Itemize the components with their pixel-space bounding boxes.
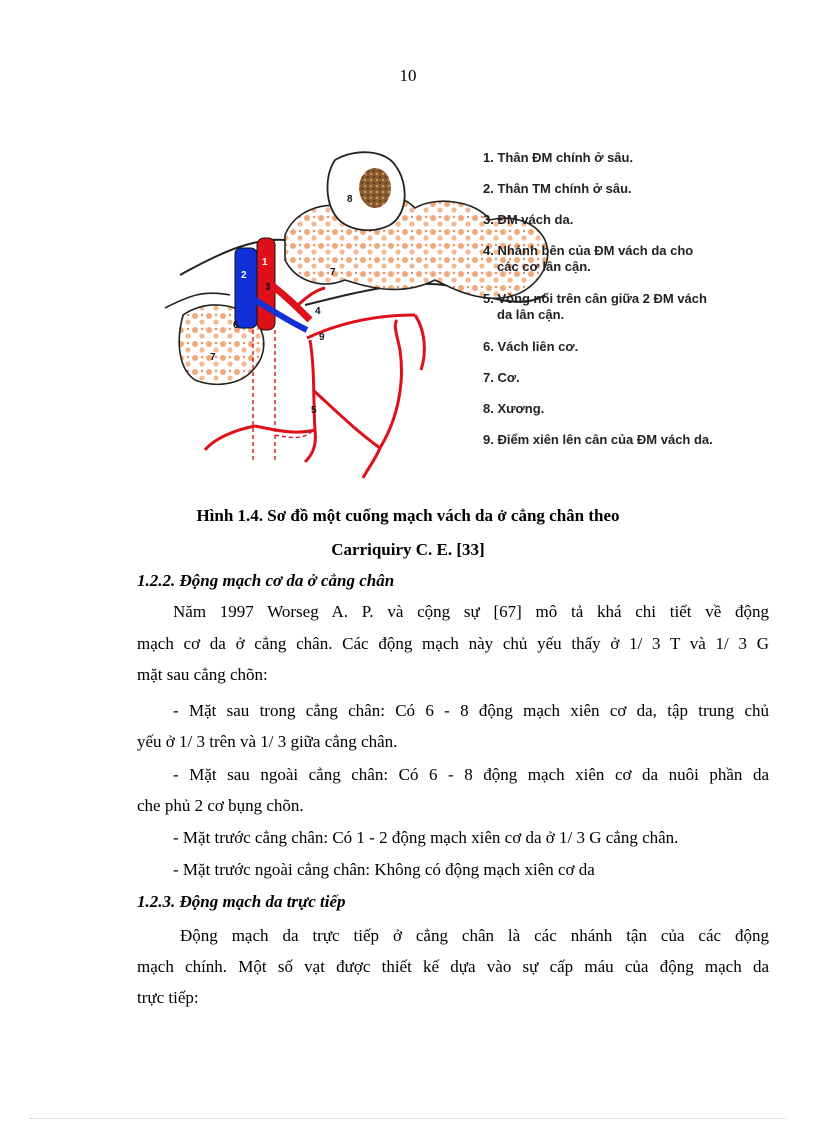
bullet-line: - Mặt sau ngoài cẳng chân: Có 6 - 8 động mạch xiên cơ da nuôi phần da (173, 765, 769, 784)
label-6: 6 (233, 320, 239, 331)
bullet-line: yếu ở 1/ 3 trên và 1/ 3 giữa cẳng chân. (137, 732, 398, 751)
legend-item (483, 370, 763, 386)
legend-text-continued: các cơ lân cận. (497, 259, 591, 274)
muscle-branch (295, 288, 325, 308)
bullet-line: - Mặt sau trong cẳng chân: Có 6 - 8 động mạch xiên cơ da, tập trung chủ (173, 701, 769, 720)
legend-text: 1. Thân ĐM chính ở sâu. (483, 150, 634, 165)
legend-text-continued: da lân cận. (497, 307, 565, 322)
paragraph-line: trực tiếp: (137, 988, 199, 1007)
label-3: 3 (265, 282, 271, 293)
legend-text: 2. Thân TM chính ở sâu. (483, 181, 632, 196)
legend-item (483, 432, 763, 448)
bone-marrow (359, 168, 391, 208)
bullet-line: - Mặt trước ngoài cẳng chân: Không có động mạch xiên cơ da (173, 860, 595, 879)
label-4: 4 (315, 306, 321, 317)
paragraph-line: Năm 1997 Worseg A. P. và cộng sự [67] mô tả khá chi tiết về động (173, 602, 769, 621)
legend-text: 9. Điểm xiên lên cân của ĐM vách da. (483, 432, 713, 447)
label-7-upper: 7 (330, 267, 336, 278)
legend-item (483, 212, 763, 228)
label-9: 9 (319, 332, 325, 343)
legend-item (483, 401, 763, 417)
legend-item (483, 291, 763, 323)
paragraph-line: Động mạch da trực tiếp ở cẳng chân là các nhánh tận của các động (180, 926, 769, 945)
legend-text: 6. Vách liên cơ. (483, 339, 579, 354)
bullet-line: - Mặt trước cẳng chân: Có 1 - 2 động mạch xiên cơ da ở 1/ 3 G cẳng chân. (173, 828, 679, 847)
legend-text: 4. Nhánh bên của ĐM vách da cho (483, 243, 694, 258)
paragraph-line: mặt sau cẳng chõn: (137, 665, 268, 684)
figure-caption-line2: Carriquiry C. E. [33] (331, 540, 485, 559)
page-number: 10 (399, 66, 417, 85)
section-heading-123: 1.2.3. Động mạch da trực tiếp (137, 892, 346, 911)
deep-vein-trunk (235, 248, 257, 328)
legend-item (483, 243, 763, 275)
footer-divider (30, 1118, 786, 1120)
label-2: 2 (241, 270, 247, 281)
label-8: 8 (347, 194, 353, 205)
legend-text: 3. ĐM vách da. (483, 212, 574, 227)
legend-item (483, 339, 763, 355)
section-heading-122: 1.2.2. Động mạch cơ da ở cẳng chân (137, 571, 395, 590)
legend-text: 5. Vòng nối trên cân giữa 2 ĐM vách (483, 291, 707, 306)
paragraph-line: mạch cơ da ở cẳng chân. Các động mạch này chủ yếu thấy ở 1/ 3 T và 1/ 3 G (137, 634, 769, 653)
legend-text: 8. Xương. (483, 401, 545, 416)
legend-item (483, 150, 763, 166)
legend-item (483, 181, 763, 197)
legend-text: 7. Cơ. (483, 370, 520, 385)
figure-caption-line1: Hình 1.4. Sơ đồ một cuống mạch vách da ở cẳng chân theo (196, 506, 620, 525)
label-5: 5 (311, 405, 317, 416)
paragraph-line: mạch chính. Một số vạt được thiết kế dựa vào sự cấp máu của động mạch da (137, 957, 769, 976)
label-1: 1 (262, 257, 268, 268)
label-7-lower: 7 (210, 352, 216, 363)
bullet-line: che phủ 2 cơ bụng chõn. (137, 796, 304, 815)
